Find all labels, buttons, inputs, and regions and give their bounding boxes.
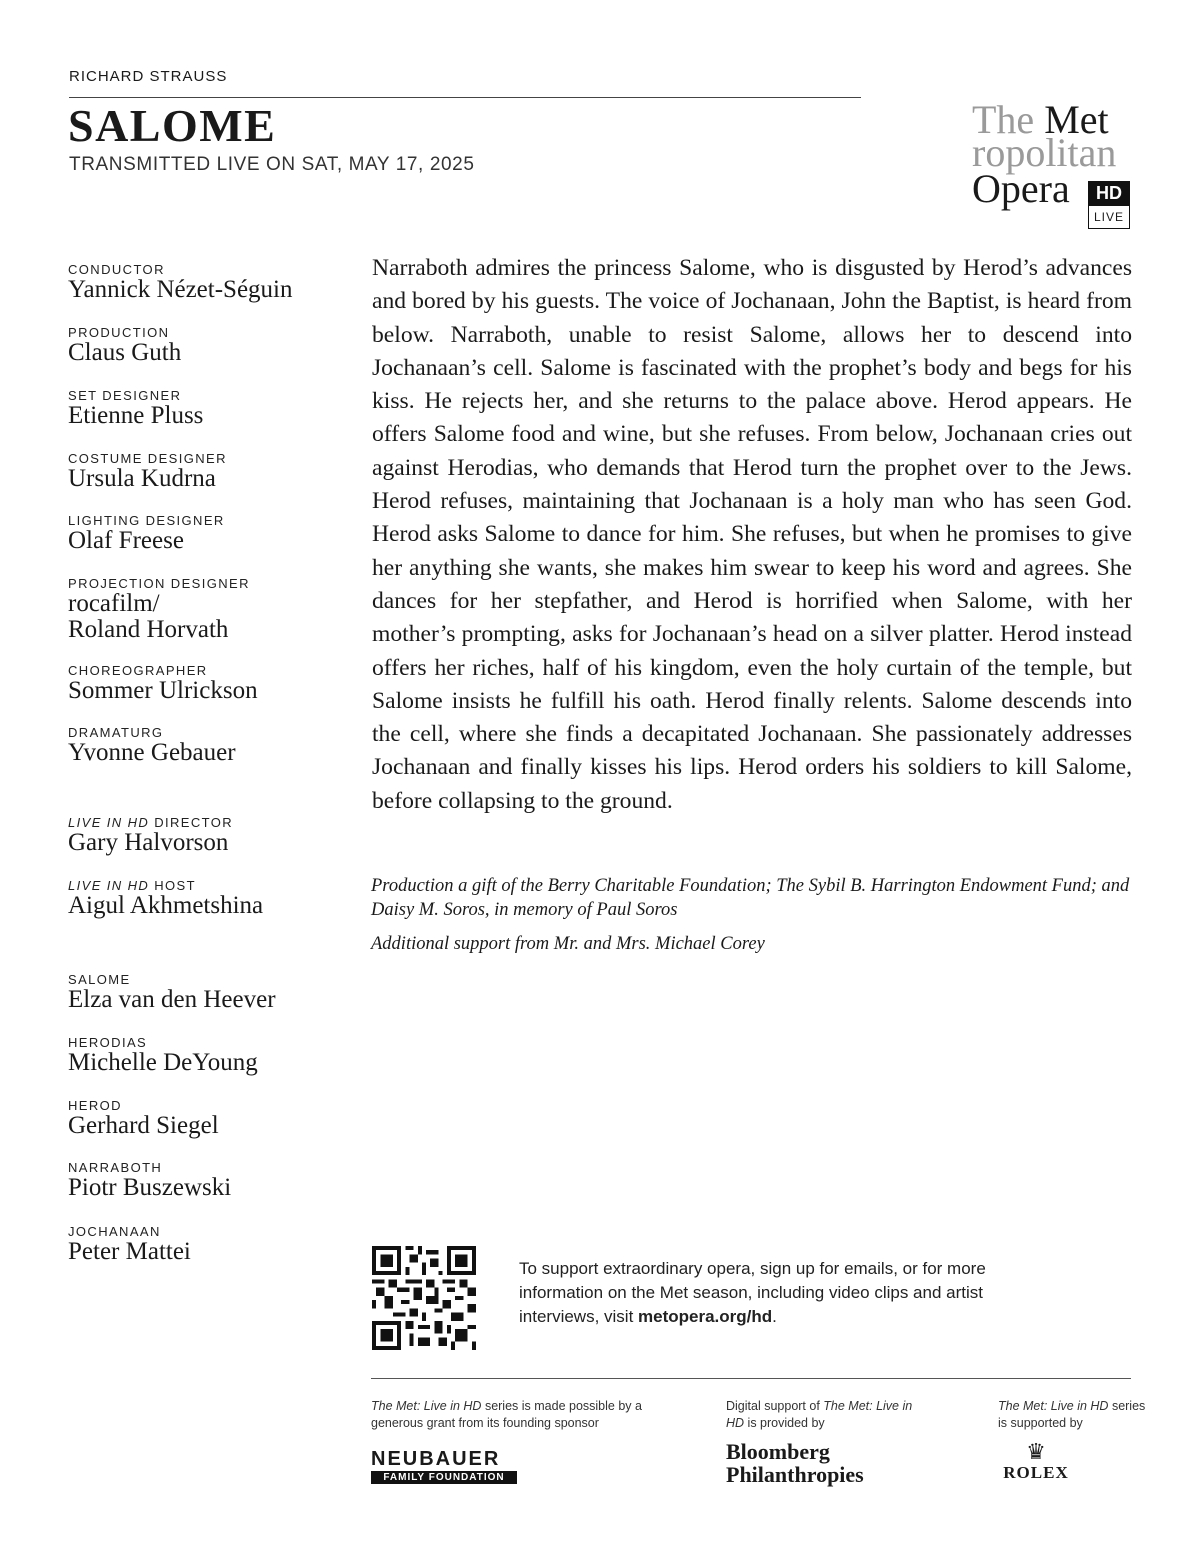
credit-role: SET DESIGNER [68, 388, 182, 403]
crown-icon: ♛ [1026, 1439, 1046, 1464]
credit-set-designer [68, 388, 203, 429]
logo-hd-badge: HD [1088, 181, 1130, 205]
credit-name: Yvonne Gebauer [68, 739, 236, 766]
additional-support-note: Additional support from Mr. and Mrs. Michael Corey [371, 934, 765, 954]
credit-role: NARRABOTH [68, 1160, 163, 1175]
support-text: To support extraordinary opera, sign up for emails, or for more information on the Met season, including video clips and artist interviews, visit [519, 1259, 986, 1326]
credit-conductor [68, 262, 293, 303]
credit-projection-designer [68, 576, 250, 643]
sponsor-bloomberg-text [726, 1398, 926, 1432]
sponsor-divider [371, 1378, 1131, 1379]
opera-title: SALOME [68, 100, 277, 151]
cast-narraboth [68, 1160, 231, 1201]
credit-role: HERODIAS [68, 1035, 148, 1050]
credit-role: PROJECTION DESIGNER [68, 576, 250, 591]
credit-name: Gerhard Siegel [68, 1112, 219, 1139]
support-text-end: . [772, 1307, 777, 1326]
credit-role-italic: LIVE IN HD [68, 815, 150, 830]
credit-name: Olaf Freese [68, 527, 184, 554]
credit-role: CHOREOGRAPHER [68, 663, 208, 678]
sponsor-neubauer-text [371, 1398, 671, 1432]
credit-name: rocafilm/ [68, 590, 160, 617]
series-name: The Met: Live in HD [726, 1399, 913, 1430]
credit-name: Yannick Nézet-Séguin [68, 276, 293, 303]
credit-hd-host [68, 878, 263, 919]
sponsor-text-rest: is provided by [744, 1416, 825, 1430]
cast-herodias [68, 1035, 258, 1076]
synopsis-text: Narraboth admires the princess Salome, who is disgusted by Herod’s advances and bored by his guests. The voice of Jochanaan, John the Baptist, is heard from below. Narraboth, unable to resist Salome, allows her to descend into Jochanaan’s cell. Salome is fascinated with the prophet’s body and begs for his kiss. He rejects her, and she returns to the palace above. Herod appears. He offers Salome food and wine, but she refuses. From below, Jochanaan cries out against Herodias, who demands that Herod turn the prophet over to the Jews. Herod refuses, maintaining that Jochanaan is a holy man who has seen God. Herod asks Salome to dance for him. She refuses, but when he promises to give her anything she wants, she makes him swear to keep his word and agrees. She dances for her stepfather, and Herod is horrified when Salome, with her mother’s prompting, asks for Jochanaan’s head on a silver platter. Herod instead offers her riches, half of his kingdom, even the holy curtain of the temple, but Salome insists he fulfill his oath. Herod finally relents. Salome descends into the cell, where she finds a decapitated Jochanaan. She passionately addresses Jochanaan and finally kisses his lips. Herod orders his soldiers to kill Salome, before collapsing to the ground. [372, 255, 1132, 814]
composer-name: RICHARD STRAUSS [69, 68, 228, 85]
credit-name: Gary Halvorson [68, 829, 229, 856]
cast-jochanaan [68, 1224, 191, 1265]
credit-role [68, 815, 233, 830]
rolex-logo [996, 1440, 1076, 1482]
met-opera-hd-logo [972, 96, 1142, 231]
cast-herod [68, 1098, 219, 1139]
support-info [519, 1257, 1059, 1329]
credit-dramaturg [68, 725, 236, 766]
neubauer-logo [371, 1449, 517, 1484]
credit-role: LIGHTING DESIGNER [68, 513, 225, 528]
credit-name: Piotr Buszewski [68, 1174, 232, 1201]
logo-opera: Opera [972, 166, 1070, 211]
credit-role-rest: HOST [149, 878, 196, 893]
credit-role: PRODUCTION [68, 325, 170, 340]
sponsor-text-pre: Digital support of [726, 1399, 824, 1413]
metopera-link[interactable]: metopera.org/hd [638, 1307, 773, 1326]
credit-role-rest: DIRECTOR [149, 815, 234, 830]
credit-role: JOCHANAAN [68, 1224, 161, 1239]
credit-choreographer [68, 663, 258, 704]
credit-name: Ursula Kudrna [68, 465, 216, 492]
credit-name: Sommer Ulrickson [68, 677, 258, 704]
cast-salome [68, 972, 276, 1013]
production-gift-note: Production a gift of the Berry Charitable Foundation; The Sybil B. Harrington Endowment Fund; and Daisy M. Soros, in memory of Paul Soros [371, 876, 1130, 920]
sponsor-rolex-text [998, 1398, 1148, 1432]
credit-name: Elza van den Heever [68, 986, 276, 1013]
credit-lighting-designer [68, 513, 225, 554]
credit-production [68, 325, 181, 366]
credit-name: Claus Guth [68, 339, 182, 366]
bloomberg-logo-line1: Bloomberg [726, 1439, 830, 1464]
credit-role: DRAMATURG [68, 725, 164, 740]
sponsor-text-rest: series is supported by [998, 1399, 1146, 1430]
sponsor-text-rest: series is made possible by a generous grant from its founding sponsor [371, 1399, 642, 1430]
credit-hd-director [68, 815, 233, 856]
qr-code-icon[interactable] [372, 1246, 476, 1350]
neubauer-logo-word: NEUBAUER [371, 1448, 501, 1470]
credit-name: Aigul Akhmetshina [68, 892, 264, 919]
credit-role: CONDUCTOR [68, 262, 165, 277]
credit-role: COSTUME DESIGNER [68, 451, 227, 466]
credit-costume-designer [68, 451, 227, 492]
bloomberg-logo-line2: Philanthropies [726, 1462, 864, 1487]
credit-role-italic: LIVE IN HD [68, 878, 150, 893]
series-name: The Met: Live in HD [371, 1399, 482, 1413]
credit-role [68, 878, 263, 893]
neubauer-logo-bar: FAMILY FOUNDATION [371, 1471, 517, 1484]
credit-name: Peter Mattei [68, 1238, 191, 1265]
credit-name: Etienne Pluss [68, 402, 204, 429]
credit-name: Michelle DeYoung [68, 1049, 258, 1076]
logo-live-badge: LIVE [1088, 205, 1130, 229]
logo-the: The [972, 97, 1035, 142]
series-name: The Met: Live in HD [998, 1399, 1109, 1413]
credit-role: SALOME [68, 972, 131, 987]
transmission-date: TRANSMITTED LIVE ON SAT, MAY 17, 2025 [69, 154, 475, 175]
logo-ropolitan: ropolitan [972, 130, 1117, 175]
logo-met: Met [1044, 97, 1109, 142]
bloomberg-philanthropies-logo [726, 1440, 864, 1486]
credit-role: HEROD [68, 1098, 122, 1113]
rolex-logo-word: ROLEX [1003, 1463, 1069, 1482]
credit-name-line2: Roland Horvath [68, 616, 229, 643]
